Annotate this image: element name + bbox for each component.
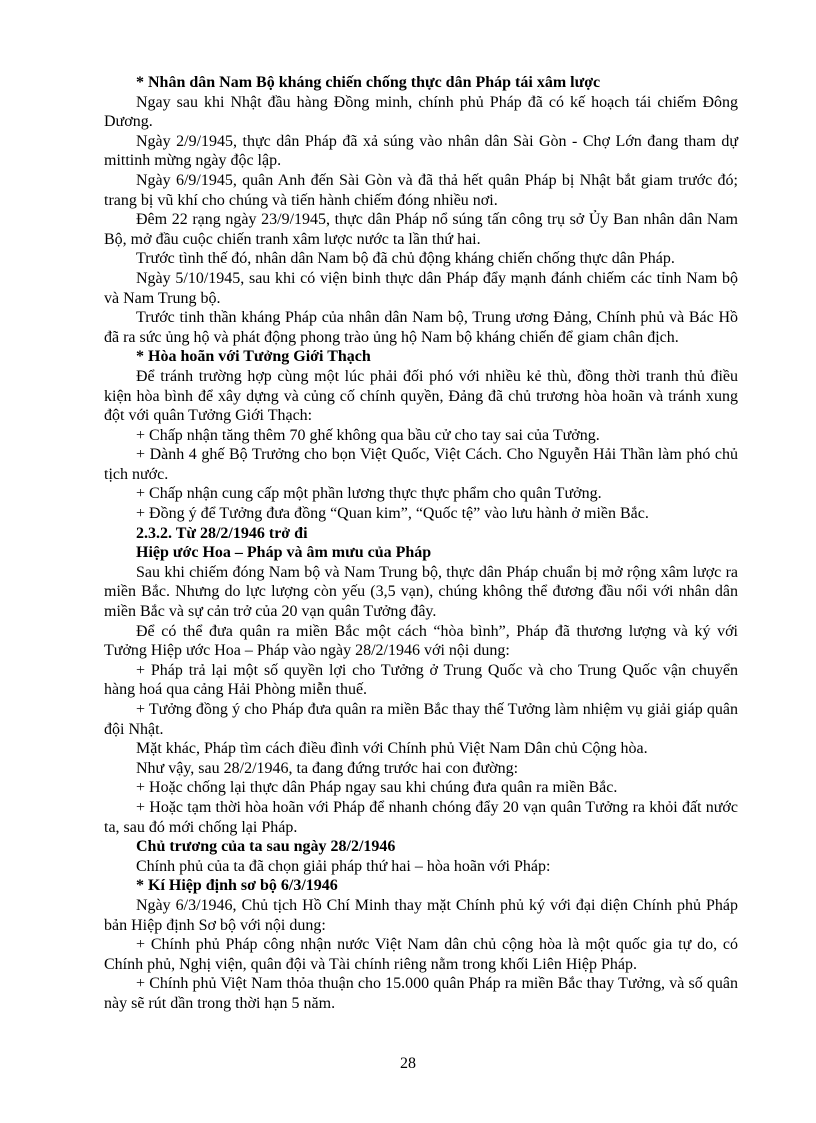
paragraph: + Tưởng đồng ý cho Pháp đưa quân ra miền Bắc thay thế Tưởng làm nhiệm vụ giải giáp quân đội Nhật. xyxy=(104,701,738,738)
paragraph: + Hoặc tạm thời hòa hoãn với Pháp để nhanh chóng đẩy 20 vạn quân Tưởng ra khỏi đất nước ta, sau đó mới chống lại Pháp. xyxy=(104,798,738,836)
paragraph: Để có thể đưa quân ra miền Bắc một cách “hòa bình”, Pháp đã thương lượng và ký với Tưởng Hiệp ước Hoa – Pháp vào ngày 28/2/1946 với nội dung: xyxy=(104,622,738,660)
paragraph: Đêm 22 rạng ngày 23/9/1945, thực dân Pháp nổ súng tấn công trụ sở Ủy Ban nhân dân Nam Bộ, mở đầu cuộc chiến tranh xâm lược nước ta lần thứ hai. xyxy=(104,211,738,248)
paragraph: Trước tình thế đó, nhân dân Nam bộ đã chủ động kháng chiến chống thực dân Pháp. xyxy=(136,250,675,268)
section-heading: * Kí Hiệp định sơ bộ 6/3/1946 xyxy=(136,877,338,895)
paragraph: Ngày 6/9/1945, quân Anh đến Sài Gòn và đã thả hết quân Pháp bị Nhật bắt giam trước đó; trang bị vũ khí cho chúng và tiến hành chiếm đóng nhiều nơi. xyxy=(104,171,738,209)
paragraph: + Đồng ý để Tưởng đưa đồng “Quan kim”, “Quốc tệ” vào lưu hành ở miền Bắc. xyxy=(136,505,649,523)
paragraph: Sau khi chiếm đóng Nam bộ và Nam Trung bộ, thực dân Pháp chuẩn bị mở rộng xâm lược ra miền Bắc. Nhưng do lực lượng còn yếu (3,5 vạn), chúng không thể đương đầu nổi với nhân dân miền Bắc và sự cản trở của 20 vạn quân Tưởng đây. xyxy=(104,563,738,621)
paragraph: Ngày 2/9/1945, thực dân Pháp đã xả súng vào nhân dân Sài Gòn - Chợ Lớn đang tham dự mittinh mừng ngày độc lập. xyxy=(104,132,738,170)
paragraph: + Chấp nhận tăng thêm 70 ghế không qua bầu cử cho tay sai của Tưởng. xyxy=(136,426,600,444)
section-heading: 2.3.2. Từ 28/2/1946 trở đi xyxy=(136,524,308,542)
paragraph: Ngày 6/3/1946, Chủ tịch Hồ Chí Minh thay mặt Chính phủ ký với đại diện Chính phủ Pháp bản Hiệp định Sơ bộ với nội dung: xyxy=(104,896,738,934)
page-number: 28 xyxy=(400,1055,416,1072)
paragraph: + Chấp nhận cung cấp một phần lương thực thực phẩm cho quân Tưởng. xyxy=(136,485,602,503)
paragraph: Để tránh trường hợp cùng một lúc phải đối phó với nhiều kẻ thù, đồng thời tranh thủ điều kiện hòa bình để xây dựng và củng cố chính quyền, Đảng đã chủ trương hòa hoãn và tránh xung đột với quân Tưởng Giới Thạch: xyxy=(104,367,738,425)
section-heading: Hiệp ước Hoa – Pháp và âm mưu của Pháp xyxy=(136,544,432,562)
paragraph: + Chính phủ Pháp công nhận nước Việt Nam dân chủ cộng hòa là một quốc gia tự do, có Chính phủ, Nghị viện, quân đội và Tài chính riêng nằm trong khối Liên Hiệp Pháp. xyxy=(104,936,738,973)
paragraph: Ngày 5/10/1945, sau khi có viện binh thực dân Pháp đẩy mạnh đánh chiếm các tỉnh Nam bộ và Nam Trung bộ. xyxy=(104,269,738,307)
paragraph: Trước tinh thần kháng Pháp của nhân dân Nam bộ, Trung ương Đảng, Chính phủ và Bác Hồ đã ra sức ủng hộ và phát động phong trào ủng hộ Nam bộ kháng chiến để giam chân địch. xyxy=(104,309,738,346)
paragraph: + Dành 4 ghế Bộ Trưởng cho bọn Việt Quốc, Việt Cách. Cho Nguyễn Hải Thần làm phó chủ tịch nước. xyxy=(104,446,738,483)
paragraph: + Hoặc chống lại thực dân Pháp ngay sau khi chúng đưa quân ra miền Bắc. xyxy=(136,779,618,797)
section-heading: * Nhân dân Nam Bộ kháng chiến chống thực dân Pháp tái xâm lược xyxy=(136,74,601,91)
paragraph: Như vậy, sau 28/2/1946, ta đang đứng trước hai con đường: xyxy=(136,759,519,777)
paragraph: + Pháp trả lại một số quyền lợi cho Tưởng ở Trung Quốc và cho Trung Quốc vận chuyển hàng hoá qua cảng Hải Phòng miễn thuế. xyxy=(104,661,738,699)
section-heading: * Hòa hoãn với Tưởng Giới Thạch xyxy=(136,348,371,366)
paragraph: Chính phủ của ta đã chọn giải pháp thứ hai – hòa hoãn với Pháp: xyxy=(136,857,551,875)
body-text xyxy=(104,73,738,1014)
paragraph: + Chính phủ Việt Nam thỏa thuận cho 15.000 quân Pháp ra miền Bắc thay Tưởng, và số quân này sẽ rút dần trong thời hạn 5 năm. xyxy=(104,975,738,1012)
section-heading: Chủ trương của ta sau ngày 28/2/1946 xyxy=(136,838,396,856)
paragraph: Ngay sau khi Nhật đầu hàng Đồng minh, chính phủ Pháp đã có kế hoạch tái chiếm Đông Dương. xyxy=(104,93,738,131)
paragraph: Mặt khác, Pháp tìm cách điều đình với Chính phủ Việt Nam Dân chủ Cộng hòa. xyxy=(136,740,648,758)
